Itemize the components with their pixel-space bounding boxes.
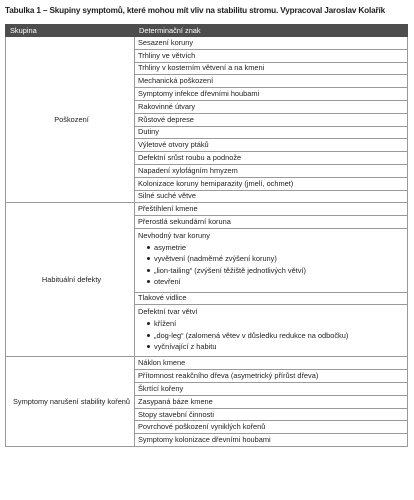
determinant-cell (135, 395, 408, 408)
determinant-cell (135, 203, 408, 216)
determinant-cell (135, 434, 408, 447)
sub-list-item: asymetrie (154, 242, 407, 253)
determinant-label: Kolonizace koruny hemiparazity (jmelí, ochmet) (138, 178, 294, 188)
determinant-cell (135, 408, 408, 421)
determinant-label: Výletové otvory ptáků (138, 140, 209, 150)
determinant-label: Zasypaná báze kmene (138, 396, 213, 406)
determinant-label: Rakovinné útvary (138, 101, 196, 111)
column-header-group: Skupina (6, 25, 135, 37)
determinant-label: Defektní srůst roubu a podnože (138, 153, 242, 163)
determinant-label: Symptomy infekce dřevními houbami (138, 89, 260, 99)
sub-list-item: „dog-leg“ (zalomená větev v důsledku redukce na odbočku) (154, 330, 407, 341)
sub-list-item: otevření (154, 276, 407, 287)
determinant-label: Škrtící kořeny (138, 383, 184, 393)
determinant-cell (135, 383, 408, 396)
determinant-cell (135, 421, 408, 434)
determinant-cell (135, 152, 408, 165)
determinant-label: Přerostlá sekundární koruna (138, 217, 231, 227)
determinant-label: Sesazení koruny (138, 37, 194, 47)
determinant-label: Přítomnost reakčního dřeva (asymetrický přírůst dřeva) (138, 371, 319, 381)
column-header-determinant: Determinační znak (135, 25, 408, 37)
sub-list-item: vyvětvení (nadměrné zvýšení koruny) (154, 253, 407, 264)
determinant-cell (135, 216, 408, 229)
group-cell: Symptomy narušení stability kořenů (6, 357, 135, 447)
determinant-cell (135, 100, 408, 113)
group-cell: Habituální defekty (6, 203, 135, 357)
determinant-label: Defektní tvar větví (138, 307, 198, 317)
sub-list-item: křížení (154, 318, 407, 329)
table-row (6, 37, 408, 50)
determinant-label: Silné suché větve (138, 191, 196, 201)
determinant-cell (135, 126, 408, 139)
determinant-cell (135, 113, 408, 126)
determinant-cell (135, 305, 408, 357)
determinant-cell (135, 292, 408, 305)
determinant-cell (135, 62, 408, 75)
determinant-label: Dutiny (138, 127, 159, 137)
determinant-label: Povrchové poškození vyniklých kořenů (138, 422, 266, 432)
table-caption: Tabulka 1 – Skupiny symptomů, které mohou mít vliv na stabilitu stromu. Vypracoval Jaroslav Kolařík (5, 6, 386, 15)
table-body (6, 37, 408, 447)
determinant-cell (135, 177, 408, 190)
determinant-cell (135, 164, 408, 177)
table-row (6, 357, 408, 370)
determinant-cell (135, 357, 408, 370)
determinant-label: Trhliny ve větvích (138, 50, 196, 60)
determinant-cell (135, 228, 408, 292)
table-row (6, 203, 408, 216)
determinant-cell (135, 370, 408, 383)
determinant-cell (135, 75, 408, 88)
determinant-label: Symptomy kolonizace dřevními houbami (138, 435, 271, 445)
sub-list-item: vyčnívající z habitu (154, 341, 407, 352)
determinant-label: Přeštíhlení kmene (138, 204, 198, 214)
sub-list-item: „lion-tailing“ (zvýšení těžiště jednotlivých větví) (154, 265, 407, 276)
symptom-table (5, 24, 408, 447)
determinant-label: Trhliny v kosterním větvení a na kmeni (138, 63, 265, 73)
determinant-label: Tlakové vidlice (138, 293, 187, 303)
determinant-cell (135, 49, 408, 62)
determinant-label: Napadení xylofágním hmyzem (138, 165, 238, 175)
determinant-label: Nevhodný tvar koruny (138, 230, 210, 240)
table-header-row (6, 25, 408, 37)
determinant-cell (135, 88, 408, 101)
sub-list (138, 242, 407, 288)
determinant-cell (135, 139, 408, 152)
determinant-label: Mechanická poškození (138, 76, 214, 86)
determinant-cell (135, 37, 408, 50)
sub-list (138, 318, 407, 352)
determinant-label: Stopy stavební činnosti (138, 409, 215, 419)
determinant-label: Růstové deprese (138, 114, 194, 124)
determinant-label: Náklon kmene (138, 358, 186, 368)
group-cell: Poškození (6, 37, 135, 203)
determinant-cell (135, 190, 408, 203)
